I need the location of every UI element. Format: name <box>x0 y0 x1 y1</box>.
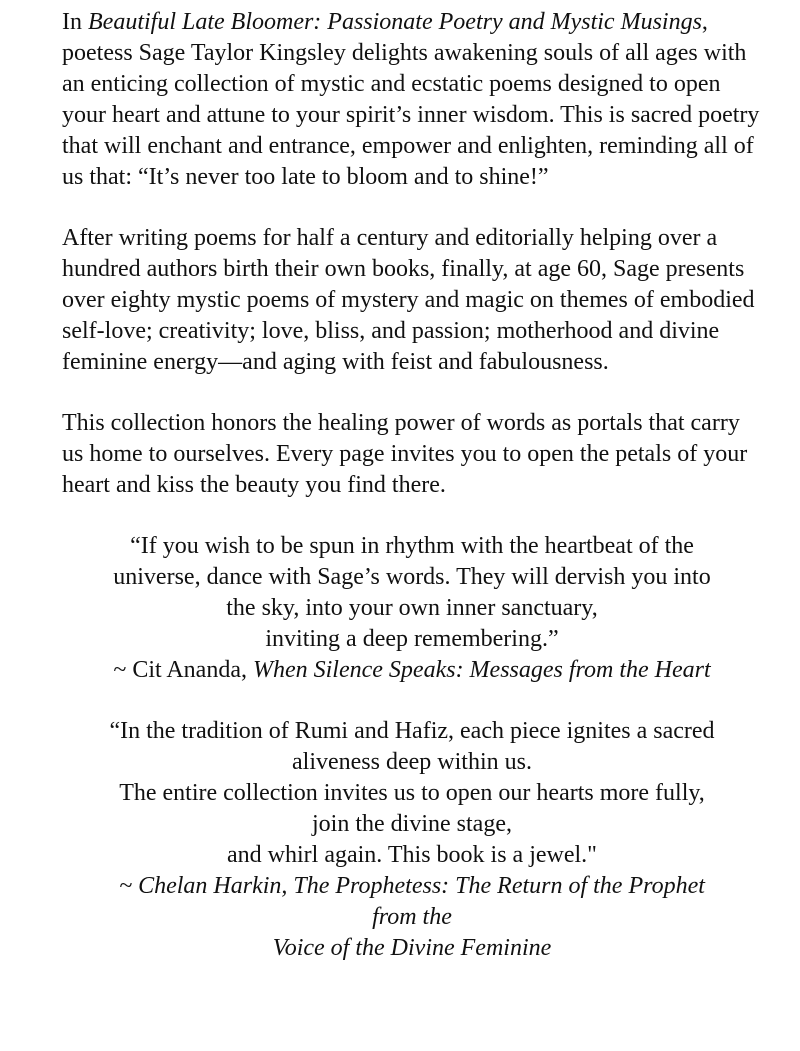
quote-line: join the divine stage, <box>312 811 512 837</box>
quote-line: and whirl again. This book is a jewel." <box>227 842 597 868</box>
testimonial-chelan-harkin <box>62 716 762 964</box>
quote-attribution: from the <box>372 904 452 930</box>
quote-attribution: Voice of the Divine Feminine <box>272 935 552 961</box>
book-description-page <box>62 7 762 994</box>
quote-line: universe, dance with Sage’s words. They will dervish you into <box>113 564 711 590</box>
quote-line: inviting a deep remembering.” <box>265 626 559 652</box>
quote-line: aliveness deep within us. <box>292 749 532 775</box>
paragraph-1-prefix: In <box>62 9 88 35</box>
quote-line: “In the tradition of Rumi and Hafiz, each piece ignites a sacred <box>109 718 715 744</box>
quote-line: the sky, into your own inner sanctuary, <box>226 595 598 621</box>
quote-line: The entire collection invites us to open our hearts more fully, <box>119 780 705 806</box>
testimonial-cit-ananda <box>62 531 762 686</box>
description-paragraph-3: This collection honors the healing power of words as portals that carry us home to ourselves. Every page invites you to open the petals of your heart and kiss the beauty you find there. <box>62 410 748 498</box>
attribution-author: ~ Cit Ananda, <box>113 657 253 683</box>
quote-line: “If you wish to be spun in rhythm with the heartbeat of the <box>130 533 694 559</box>
attribution-work: When Silence Speaks: Messages from the Heart <box>252 657 711 683</box>
description-paragraph-2: After writing poems for half a century and editorially helping over a hundred authors birth their own books, finally, at age 60, Sage presents over eighty mystic poems of mystery and magic on themes of embodied self-love; creativity; love, bliss, and passion; motherhood and divine feminine energy—and aging with feist and fabulousness. <box>62 225 755 375</box>
quote-attribution: ~ Chelan Harkin, The Prophetess: The Return of the Prophet <box>119 873 705 899</box>
book-title: Beautiful Late Bloomer: Passionate Poetry and Mystic Musings <box>88 9 702 35</box>
paragraph-1-text: , poetess Sage Taylor Kingsley delights awakening souls of all ages with an enticing collection of mystic and ecstatic poems designed to open your heart and attune to your spirit’s inner wisdom. This is sacred poetry that will enchant and entrance, empower and enlighten, reminding all of us that: “It’s never too late to bloom and to shine!” <box>62 9 760 190</box>
quote-attribution <box>62 655 762 686</box>
description-paragraph-1 <box>62 7 762 193</box>
